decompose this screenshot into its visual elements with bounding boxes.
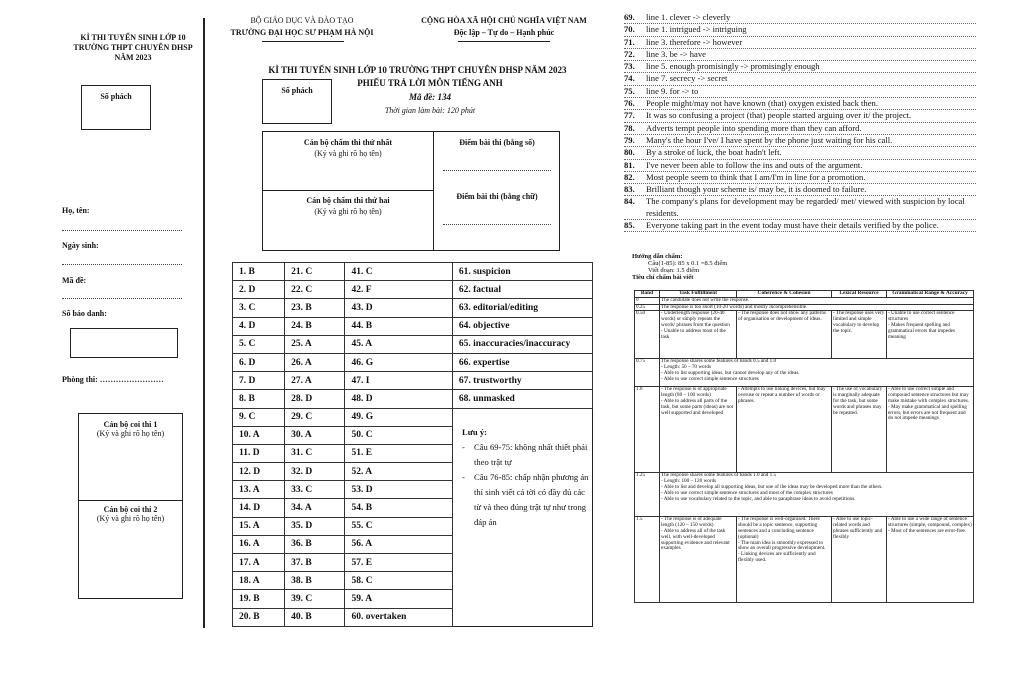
- rubric-cell: - The response is well-organised. There should be a topic sentence, supporting sentences and a concluding sentence (optional) - The main idea is smoothly expressed to show an overall progressive development. - Linking devices are sufficiently and flexibly used.: [737, 517, 832, 603]
- key-item: [624, 172, 976, 184]
- key-number: 83.: [624, 184, 635, 195]
- rubric-cell: - Able to use a wide range of sentence structures (simple, compound, complex) - Most of the sentences are error-free.: [887, 517, 974, 603]
- field-code-line[interactable]: [62, 298, 182, 299]
- key-item: [624, 196, 976, 220]
- key-item: [624, 61, 976, 73]
- answer-cell: 3. C: [233, 299, 285, 317]
- key-number: 75.: [624, 85, 635, 96]
- key-item: [624, 220, 976, 232]
- answer-cell: 65. inaccuracies/inaccuracy: [452, 335, 592, 353]
- key-text: The company's plans for development may be regarded/ met/ viewed with suspicion by local residents.: [646, 196, 965, 218]
- left-so-phach-box: [81, 85, 151, 130]
- answer-cell: 30. A: [285, 426, 345, 444]
- answer-cell: 36. B: [285, 535, 345, 553]
- answer-cell: 66. expertise: [452, 353, 592, 371]
- key-text: line 1. clever -> cleverly: [646, 12, 731, 22]
- rubric-band: 1.0: [635, 387, 660, 473]
- answer-cell: 14. D: [233, 499, 285, 517]
- answer-row: [233, 299, 593, 317]
- rubric-header: Band: [635, 291, 660, 298]
- answer-cell: 35. D: [285, 517, 345, 535]
- proctor2-note: (Ký và ghi rõ họ tên): [96, 514, 165, 523]
- answer-cell: 49. G: [345, 408, 452, 426]
- grader1-note: (Ký và ghi rõ họ tên): [314, 149, 382, 158]
- answer-cell: 51. E: [345, 444, 452, 462]
- rubric-cell: - The response is of adequate length (120 – 150 words) - Able to address all of the task well, with well-developed supporting evidence and relevant examples: [660, 517, 737, 603]
- exam-title: KÌ THI TUYỂN SINH LỚP 10 TRƯỜNG THPT CHUYÊN DHSP NĂM 2023: [268, 65, 567, 75]
- answer-cell: 25. A: [285, 335, 345, 353]
- answer-cell: 27. A: [285, 372, 345, 390]
- sbd-box[interactable]: [70, 328, 178, 358]
- rubric-header: Coherence & Cohesion: [737, 291, 832, 298]
- answer-cell: 42. F: [345, 281, 452, 299]
- key-number: 69.: [624, 12, 635, 22]
- answer-cell: 15. A: [233, 517, 285, 535]
- answer-cell: 39. C: [285, 590, 345, 608]
- key-item: [624, 37, 976, 49]
- key-number: 72.: [624, 48, 635, 59]
- proctor1-label: Cán bộ coi thi 1: [103, 420, 158, 429]
- key-item: [624, 123, 976, 135]
- left-so-phach-label: Số phách: [100, 92, 132, 101]
- score-number-label: Điểm bài thi (bằng số): [459, 138, 535, 147]
- key-item: [624, 184, 976, 196]
- note-title: Lưu ý:: [462, 427, 487, 437]
- key-number: 74.: [624, 73, 635, 84]
- answer-cell: 62. factual: [452, 281, 592, 299]
- answer-cell: 64. objective: [452, 317, 592, 335]
- answer-row: [233, 335, 593, 353]
- rubric-band: 1.25: [635, 473, 660, 517]
- answer-cell: 57. E: [345, 554, 452, 572]
- key-number: 81.: [624, 159, 635, 170]
- key-item: [624, 24, 976, 36]
- answer-cell: 5. C: [233, 335, 285, 353]
- field-code-label: Mã đề:: [62, 276, 87, 285]
- key-number: 84.: [624, 196, 635, 207]
- university: TRƯỜNG ĐẠI HỌC SƯ PHẠM HÀ NỘI: [230, 28, 374, 37]
- answer-row: [233, 263, 593, 281]
- key-number: 78.: [624, 122, 635, 133]
- header-so-phach-box: [262, 79, 332, 124]
- answer-cell: 61. suspicion: [452, 263, 592, 281]
- answer-cell: 50. C: [345, 426, 452, 444]
- note-item: - Câu 69-75: không nhất thiết phải theo trật tự: [462, 442, 588, 467]
- rubric-cell: - The use of vocabulary is marginally adequate for the task, but some words and phrases may be repeated.: [832, 387, 887, 473]
- proctor-box: [78, 413, 183, 599]
- answer-cell: 19. B: [233, 590, 285, 608]
- rubric-header: Lexical Resource: [832, 291, 887, 298]
- key-text: line 7. secrecy -> secret: [646, 73, 728, 84]
- key-text: line 5. enough promisingly -> promisingly enough: [646, 61, 820, 72]
- grader1-label: Cán bộ chấm thi thứ nhất: [303, 138, 393, 147]
- key-number: 76.: [624, 98, 635, 109]
- key-item: [624, 73, 976, 85]
- rubric-cell: - Underlength response (20-40 words) or simply repeats the words/ phrases from the question - Unable to address most of the task: [660, 311, 737, 359]
- answer-cell: 59. A: [345, 590, 452, 608]
- answer-cell: 11. D: [233, 444, 285, 462]
- score-word-line[interactable]: [443, 224, 551, 225]
- left-exam-title: KÌ THI TUYỂN SINH LỚP 10 TRƯỜNG THPT CHUYÊN DHSP NĂM 2023: [73, 33, 193, 62]
- answer-cell: 18. A: [233, 572, 285, 590]
- answer-cell: 45. A: [345, 335, 452, 353]
- rubric-cell: - The response uses very limited and simple vocabulary to develop the topic.: [832, 311, 887, 359]
- key-item: [624, 110, 976, 122]
- key-text: line 1. intrigued -> intriguing: [646, 24, 747, 35]
- sheet-title: PHIẾU TRẢ LỜI MÔN TIẾNG ANH: [357, 78, 503, 88]
- answer-cell: 48. D: [345, 390, 452, 408]
- answer-cell: 29. C: [285, 408, 345, 426]
- answer-cell: 44. B: [345, 317, 452, 335]
- rubric-header: Grammatical Range & Accuracy: [887, 291, 974, 298]
- answer-cell: 33. C: [285, 481, 345, 499]
- answer-cell: 56. A: [345, 535, 452, 553]
- rubric-table: [634, 290, 974, 603]
- note-item: - Câu 76-85: chấp nhận phương án thí sinh viết cả tời có đầy đủ các từ và theo đúng trật tự như trong đáp án: [462, 472, 589, 527]
- answer-cell: 54. B: [345, 499, 452, 517]
- answer-cell: 53. D: [345, 481, 452, 499]
- header-so-phach-label: Số phách: [281, 86, 313, 95]
- key-text: line 3. therefore -> however: [646, 36, 743, 47]
- answer-cell: 46. G: [345, 353, 452, 371]
- answer-cell: 7. D: [233, 372, 285, 390]
- rubric-header: Task Fulfillment: [660, 291, 737, 298]
- key-item: [624, 86, 976, 98]
- guide-criteria: Tiêu chí chấm bài viết: [632, 274, 694, 281]
- answer-cell: 43. D: [345, 299, 452, 317]
- key-item: [624, 98, 976, 110]
- key-list: [624, 12, 976, 232]
- answer-cell: 31. C: [285, 444, 345, 462]
- answer-cell: 55. C: [345, 517, 452, 535]
- answer-cell: 20. B: [233, 608, 285, 626]
- answer-cell: 63. editorial/editing: [452, 299, 592, 317]
- guide-block: [632, 253, 727, 281]
- grader2-label: Cán bộ chấm thi thứ hai: [306, 196, 390, 205]
- exam-time: Thời gian làm bài: 120 phút: [384, 106, 476, 115]
- rubric-cell: - Able to use correct simple and compound sentence structures but may make mistake with complex structures. - May make grammatical and spelling errors, but errors are not frequent and do not impede meanings: [887, 387, 974, 473]
- key-text: line 9. for -> to: [646, 85, 699, 96]
- proctor2-label: Cán bộ coi thi 2: [103, 505, 158, 514]
- note-block: [462, 425, 592, 530]
- field-name-line[interactable]: [62, 230, 182, 231]
- answer-cell: 41. C: [345, 263, 452, 281]
- answer-cell: 22. C: [285, 281, 345, 299]
- answer-row: [233, 408, 593, 426]
- field-dob-label: Ngày sinh:: [62, 241, 99, 250]
- rubric-band: 0.75: [635, 359, 660, 387]
- rubric-cell: The response is too short (10-20 words) and mostly incomprehensible.: [660, 304, 974, 311]
- key-number: 73.: [624, 61, 635, 72]
- key-number: 85.: [624, 220, 635, 231]
- answer-row: [233, 372, 593, 390]
- answer-cell: 28. D: [285, 390, 345, 408]
- answer-cell: 47. I: [345, 372, 452, 390]
- field-name-label: Họ, tên:: [62, 206, 90, 215]
- answer-row: [233, 353, 593, 371]
- answer-cell: 37. B: [285, 554, 345, 572]
- rubric-band: 0.25: [635, 304, 660, 311]
- rubric-cell: - Attempts to use linking devices, but may overuse or repeat a number of words or phrases.: [737, 387, 832, 473]
- answer-row: [233, 390, 593, 408]
- answer-cell: 52. A: [345, 463, 452, 481]
- motto: Độc lập – Tự do – Hạnh phúc: [453, 28, 555, 37]
- answer-cell: 24. B: [285, 317, 345, 335]
- key-item: [624, 49, 976, 61]
- answer-cell: 60. overtaken: [345, 608, 452, 626]
- rubric-cell: The response shares some features of bands 1.0 and 1.5 - Length: 100 – 120 words - Able to list and develop all supporting ideas, but one of the ideas may be developed more than the others. - Able to use correct simple sentence structures and most of the complex structures - Able to use vocabulary related to the topic, and able to paraphrase ideas to avoid repetitions.: [660, 473, 974, 517]
- rubric-cell: The candidate does not write the response.: [660, 297, 974, 304]
- answer-cell: 68. unmasked: [452, 390, 592, 408]
- rubric-cell: - The response does not show any patterns of organisation or development of ideas.: [737, 311, 832, 359]
- answer-cell: 40. B: [285, 608, 345, 626]
- key-text: Many's the hour I've/ I have spent by the phone just waiting for his call.: [646, 134, 893, 145]
- key-text: line 3. be -> have: [646, 48, 706, 59]
- grader2-note: (Ký và ghi rõ họ tên): [314, 207, 382, 216]
- key-number: 70.: [624, 24, 635, 35]
- answer-cell: 26. A: [285, 353, 345, 371]
- key-text: People might/may not have known (that) oxygen existed back then.: [646, 98, 878, 109]
- grading-box: [262, 131, 560, 251]
- answer-row: [233, 281, 593, 299]
- key-text: By a stroke of luck, the boat hadn't left.: [646, 147, 782, 158]
- answer-cell: 13. A: [233, 481, 285, 499]
- answer-cell: 32. D: [285, 463, 345, 481]
- answer-cell: 12. D: [233, 463, 285, 481]
- key-number: 79.: [624, 134, 635, 145]
- key-item: [624, 12, 976, 24]
- answer-cell: 17. A: [233, 554, 285, 572]
- key-text: It was so confusing a project (that) people started arguing over it/ the project.: [646, 110, 912, 121]
- answer-cell: 58. C: [345, 572, 452, 590]
- rubric-cell: - Able to use topic-related words and phrases sufficiently and flexibly: [832, 517, 887, 603]
- field-room: Phòng thi: ……………………: [62, 375, 164, 384]
- answer-cell: 8. B: [233, 390, 285, 408]
- answer-cell: 23. B: [285, 299, 345, 317]
- answer-cell: 16. A: [233, 535, 285, 553]
- score-word-label: Điểm bài thi (bằng chữ): [456, 192, 538, 201]
- exam-code: Mã đề: 134: [409, 92, 451, 102]
- key-item: [624, 160, 976, 172]
- rubric-band: 0: [635, 297, 660, 304]
- key-text: Adverts tempt people into spending more than they can afford.: [646, 122, 862, 133]
- key-number: 82.: [624, 171, 635, 182]
- key-item: [624, 135, 976, 147]
- answer-cell: 1. B: [233, 263, 285, 281]
- answer-cell: 67. trustworthy: [452, 372, 592, 390]
- field-sbd-label: Số báo danh:: [62, 309, 107, 318]
- answer-cell: 10. A: [233, 426, 285, 444]
- guide-line2: Viết đoạn: 1.5 điểm: [648, 267, 700, 274]
- key-text: I've never been able to follow the ins and outs of the argument.: [646, 159, 863, 170]
- answer-cell: 6. D: [233, 353, 285, 371]
- key-text: Everyone taking part in the event today must have their details verified by the police.: [646, 220, 939, 231]
- rubric-cell: - The response is of appropriate length (80 – 100 words) - Able to address all parts of the task, but some parts (ideas) are not well supported and developed: [660, 387, 737, 473]
- answer-cell: 34. A: [285, 499, 345, 517]
- rubric-band: 0.50: [635, 311, 660, 359]
- cut-line: [203, 18, 205, 628]
- key-item: [624, 147, 976, 159]
- republic: CỘNG HÒA XÃ HỘI CHỦ NGHĨA VIỆT NAM: [421, 16, 587, 25]
- rubric-cell: The response shares some features of bands 0.5 and 1.0 - Length: 50 – 70 words - Able to list supporting ideas, but cannot develop any of the ideas. - Able to use correct simple sentence structures: [660, 359, 974, 387]
- rubric-band: 1.5: [635, 517, 660, 603]
- score-number-line[interactable]: [443, 170, 551, 171]
- guide-title: Hướng dẫn chấm:: [632, 253, 683, 260]
- key-number: 80.: [624, 147, 635, 158]
- answer-cell: 9. C: [233, 408, 285, 426]
- answer-row: [233, 317, 593, 335]
- key-text: Most people seem to think that I am/I'm in line for a promotion.: [646, 171, 866, 182]
- field-dob-line[interactable]: [62, 264, 182, 265]
- answer-cell: 4. D: [233, 317, 285, 335]
- proctor1-note: (Ký và ghi rõ họ tên): [96, 429, 165, 438]
- answer-cell: 38. B: [285, 572, 345, 590]
- rubric-cell: - Unable to use correct sentence structures - Makes frequent spelling and grammatical errors that impedes meaning: [887, 311, 974, 359]
- key-number: 77.: [624, 110, 635, 121]
- key-number: 71.: [624, 36, 635, 47]
- guide-line1: Câu(1-85): 85 x 0.1 =8.5 điểm: [648, 260, 728, 267]
- answer-cell: 2. D: [233, 281, 285, 299]
- ministry: BỘ GIÁO DỤC VÀ ĐÀO TẠO: [250, 16, 354, 25]
- key-text: Brilliant though your scheme is/ may be, it is doomed to failure.: [646, 184, 867, 195]
- answer-cell: 21. C: [285, 263, 345, 281]
